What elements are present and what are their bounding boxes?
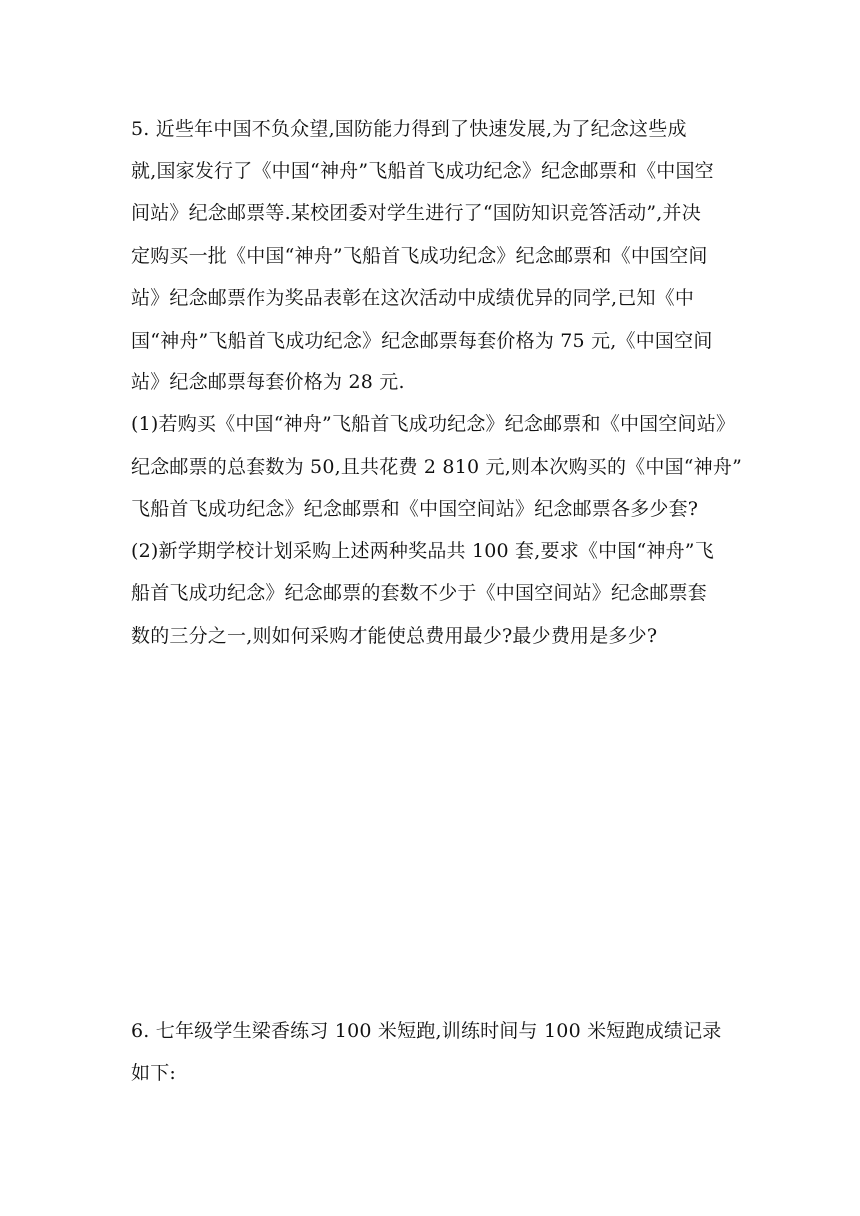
problem-6-line-1: 6. 七年级学生梁香练习 100 米短跑,训练时间与 100 米短跑成绩记录 — [131, 1020, 722, 1042]
problem-5-part-1-line-1: (1)若购买《中国“神舟”飞船首飞成功纪念》纪念邮票和《中国空间站》 — [131, 413, 736, 435]
problem-5-line-7: 站》纪念邮票每套价格为 28 元. — [131, 371, 405, 393]
problem-5-part-2-line-1: (2)新学期学校计划采购上述两种奖品共 100 套,要求《中国“神舟”飞 — [131, 540, 714, 562]
problem-5-part-1-line-3: 飞船首飞成功纪念》纪念邮票和《中国空间站》纪念邮票各多少套? — [131, 498, 699, 520]
problem-5-line-3: 间站》纪念邮票等.某校团委对学生进行了“国防知识竞答活动”,并决 — [131, 202, 701, 224]
problem-5-line-4: 定购买一批《中国“神舟”飞船首飞成功纪念》纪念邮票和《中国空间 — [131, 245, 708, 267]
problem-5-line-1: 5. 近些年中国不负众望,国防能力得到了快速发展,为了纪念这些成 — [131, 118, 687, 140]
problem-5-line-6: 国“神舟”飞船首飞成功纪念》纪念邮票每套价格为 75 元,《中国空间 — [131, 330, 713, 352]
problem-5-part-1-line-2: 纪念邮票的总套数为 50,且共花费 2 810 元,则本次购买的《中国“神舟” — [131, 456, 742, 478]
problem-6-line-2: 如下: — [131, 1062, 177, 1084]
problem-5-part-2-line-3: 数的三分之一,则如何采购才能使总费用最少?最少费用是多少? — [131, 625, 658, 647]
problem-5-line-5: 站》纪念邮票作为奖品表彰在这次活动中成绩优异的同学,已知《中 — [131, 287, 695, 309]
problem-5-line-2: 就,国家发行了《中国“神舟”飞船首飞成功纪念》纪念邮票和《中国空 — [131, 160, 714, 182]
problem-5-part-2-line-2: 船首飞成功纪念》纪念邮票的套数不少于《中国空间站》纪念邮票套 — [131, 582, 708, 604]
